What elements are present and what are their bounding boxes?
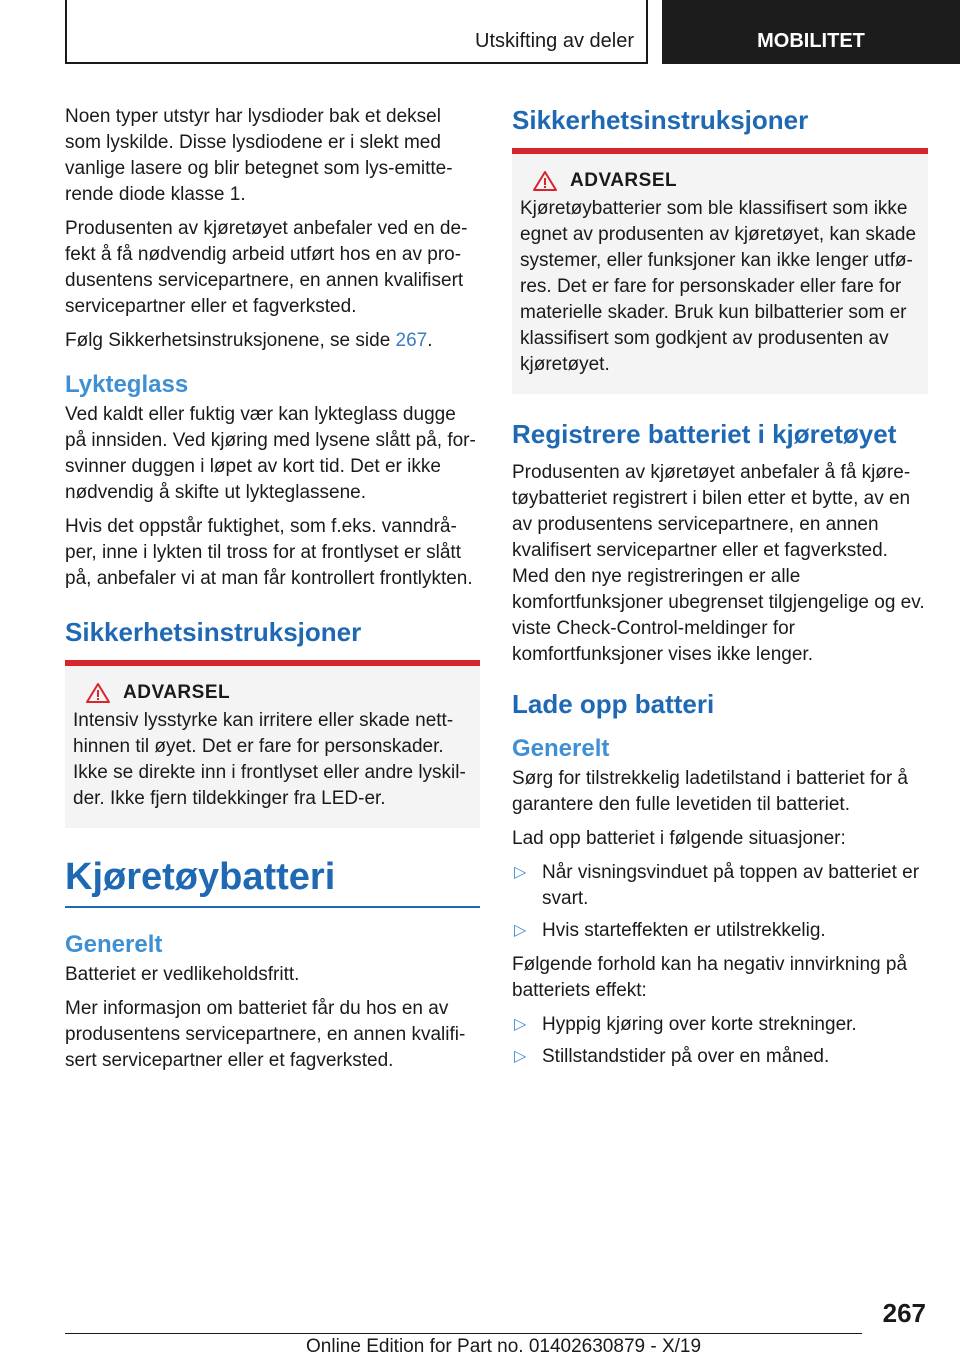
page-reference-link[interactable]: 267 bbox=[395, 330, 428, 351]
warning-box-right bbox=[512, 148, 928, 394]
charge-paragraph-2: Lad opp batteriet i følgende situasjoner: bbox=[512, 828, 846, 849]
list-item bbox=[512, 1044, 928, 1070]
section-title: Utskifting av deler bbox=[475, 30, 634, 52]
left-column bbox=[65, 104, 480, 1082]
warning-header bbox=[73, 682, 472, 704]
chapter-tab bbox=[662, 0, 960, 64]
right-column bbox=[512, 104, 928, 1078]
safety-heading-right: Sikkerhetsinstruksjoner bbox=[512, 105, 809, 135]
negative-intro: Følgende forhold kan ha negativ innvirkning på batteriets effekt: bbox=[512, 954, 908, 1001]
triangle-bullet-icon: ▷ bbox=[514, 1048, 527, 1065]
list-item-text: Når visningsvinduet på toppen av batteriet er svart. bbox=[542, 862, 920, 909]
intro-paragraph-1: Noen typer utstyr har lysdioder bak et deksel som lyskilde. Disse lysdiodene er i slekt med vanlige lasere og blir betegnet som lys-emitterende diode klasse 1. bbox=[65, 106, 453, 205]
page-number: 267 bbox=[882, 1298, 926, 1328]
chapter-label: MOBILITET bbox=[757, 29, 865, 52]
triangle-bullet-icon: ▷ bbox=[514, 1016, 527, 1033]
register-paragraph: Produsenten av kjøretøyet anbefaler å få kjøretøybatteriet registrert i bilen etter et bytte, av en av produsentens servicepartnere, en annen kvalifisert servicepartner eller et fagverksted. Med den nye registreringen er alle komfortfunksjoner ubegrenset tilgjengelige og ev. viste Check-Control-meldinger for komfortfunksjoner vises ikke lenger. bbox=[512, 462, 925, 665]
charge-heading: Lade opp batteri bbox=[512, 689, 715, 719]
lykteglass-paragraph-1: Ved kaldt eller fuktig vær kan lykteglass dugge på innsiden. Ved kjøring med lysene slått på, forsvinner duggen i løpet av kort tid. Det er ikke nødvendig å skifte ut lykteglassene. bbox=[65, 404, 476, 503]
list-item bbox=[512, 1012, 928, 1038]
intro-paragraph-3 bbox=[65, 328, 480, 354]
triangle-bullet-icon: ▷ bbox=[514, 864, 527, 881]
safety-heading-left: Sikkerhetsinstruksjoner bbox=[65, 617, 362, 647]
list-item-text: Stillstandstider på over en måned. bbox=[542, 1046, 830, 1067]
lykteglass-paragraph-2: Hvis det oppstår fuktighet, som f.eks. vanndråper, inne i lykten til tross for at frontlyset er slått på, anbefaler vi at man får kontrollert frontlykten. bbox=[65, 516, 473, 589]
intro-paragraph-2: Produsenten av kjøretøyet anbefaler ved en defekt å få nødvendig arbeid utført hos en av produsentens servicepartnere, en annen kvalifisert servicepartner eller et fagverksted. bbox=[65, 218, 468, 317]
warning-box-left bbox=[65, 660, 480, 828]
list-item bbox=[512, 860, 928, 912]
warning-triangle-icon bbox=[520, 170, 570, 192]
intro-p3-text: Følg Sikkerhetsinstruksjonene, se side bbox=[65, 330, 396, 351]
generelt-paragraph-1: Batteriet er vedlikeholdsfritt. bbox=[65, 964, 300, 985]
intro-p3-end: . bbox=[427, 330, 433, 351]
negatives-list bbox=[512, 1012, 928, 1070]
triangle-bullet-icon: ▷ bbox=[514, 922, 527, 939]
list-item-text: Hyppig kjøring over korte strekninger. bbox=[542, 1014, 857, 1035]
warning-title: ADVARSEL bbox=[123, 682, 231, 703]
warning-triangle-icon bbox=[73, 682, 123, 704]
list-item bbox=[512, 918, 928, 944]
warning-header bbox=[520, 170, 920, 192]
warning-text: Intensiv lysstyrke kan irritere eller skade netthinnen til øyet. Det er fare for personskader. Ikke se direkte inn i frontlyset eller andre lyskilder. Ikke fjern tildekkinger fra LED-er. bbox=[73, 710, 466, 809]
generelt-heading-left: Generelt bbox=[65, 931, 163, 958]
lykteglass-heading: Lykteglass bbox=[65, 371, 189, 398]
generelt-paragraph-2: Mer informasjon om batteriet får du hos en av produsentens servicepartnere, en annen kvalifisert servicepartner eller et fagverksted. bbox=[65, 998, 466, 1071]
warning-title: ADVARSEL bbox=[570, 170, 678, 191]
list-item-text: Hvis starteffekten er utilstrekkelig. bbox=[542, 920, 826, 941]
battery-heading: Kjøretøybatteri bbox=[65, 854, 480, 908]
register-heading: Registrere batteriet i kjøretøyet bbox=[512, 419, 897, 449]
footer-edition: Online Edition for Part no. 01402630879 - X/19 bbox=[306, 1336, 702, 1357]
situations-list bbox=[512, 860, 928, 944]
footer-divider bbox=[65, 1333, 862, 1334]
charge-paragraph-1: Sørg for tilstrekkelig ladetilstand i batteriet for å garantere den fulle levetiden til batteriet. bbox=[512, 768, 909, 815]
warning-text: Kjøretøybatterier som ble klassifisert som ikke egnet av produsenten av kjøretøyet, kan skade systemer, eller funksjoner kan ikke lenger utføres. Det er fare for personskader eller fare for materielle skader. Bruk kun bilbatterier som er klassifisert som godkjent av produsenten av kjøretøyet. bbox=[520, 198, 917, 375]
generelt-heading-right: Generelt bbox=[512, 735, 610, 762]
